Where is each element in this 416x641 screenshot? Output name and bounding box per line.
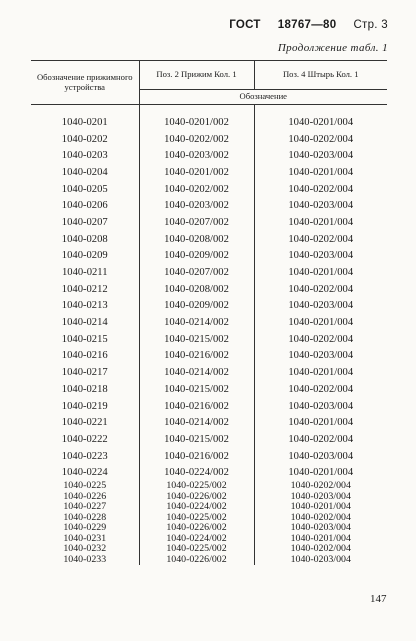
- pin-designation-cell: 1040-0202/004: [254, 431, 387, 448]
- pin-designation-cell: 1040-0202/004: [254, 481, 387, 492]
- pin-designation-cell: 1040-0201/004: [254, 534, 387, 545]
- device-designation-cell: 1040-0233: [63, 554, 107, 565]
- pin-designation-cell: 1040-0202/004: [254, 181, 387, 198]
- table-row: [31, 164, 387, 181]
- page-number: 147: [370, 593, 387, 605]
- pin-designation-cell: 1040-0203/004: [254, 523, 387, 534]
- clamp-designation-cell: 1040-0201/002: [139, 164, 254, 181]
- table-row: [31, 131, 387, 148]
- clamp-designation-cell: 1040-0209/002: [139, 248, 254, 265]
- device-designation-cell: 1040-0201: [61, 116, 108, 128]
- table-row: [31, 414, 387, 431]
- page-header: [229, 19, 388, 31]
- pin-designation-cell: 1040-0203/004: [254, 492, 387, 503]
- clamp-designation-cell: 1040-0202/002: [139, 181, 254, 198]
- pin-designation-cell: 1040-0201/004: [254, 214, 387, 231]
- clamp-designation-cell: 1040-0208/002: [139, 231, 254, 248]
- table-row: [31, 502, 387, 513]
- device-designation-cell: 1040-0213: [61, 300, 108, 312]
- clamp-designation-cell: 1040-0214/002: [139, 364, 254, 381]
- table-row: [31, 314, 387, 331]
- pin-designation-cell: 1040-0202/004: [254, 544, 387, 555]
- table-row: [31, 264, 387, 281]
- clamp-designation-cell: 1040-0208/002: [139, 281, 254, 298]
- device-designation-cell: 1040-0205: [61, 183, 108, 195]
- device-designation-cell: 1040-0204: [61, 166, 108, 178]
- device-designation-cell: 1040-0217: [61, 367, 108, 379]
- pin-designation-cell: 1040-0203/004: [254, 348, 387, 365]
- table-row: [31, 398, 387, 415]
- clamp-designation-cell: 1040-0224/002: [139, 502, 254, 513]
- device-designation-cell: 1040-0207: [61, 216, 108, 228]
- table-row: [31, 464, 387, 481]
- table-row: [31, 513, 387, 524]
- device-designation-cell: 1040-0229: [63, 523, 107, 534]
- table-row: [31, 364, 387, 381]
- table-row: [31, 214, 387, 231]
- device-designation-cell: 1040-0203: [61, 150, 108, 162]
- designation-table: [31, 60, 387, 565]
- clamp-designation-cell: 1040-0215/002: [139, 331, 254, 348]
- clamp-designation-cell: 1040-0203/002: [139, 197, 254, 214]
- pin-designation-cell: 1040-0202/004: [254, 331, 387, 348]
- pin-designation-cell: 1040-0203/004: [254, 448, 387, 465]
- clamp-designation-cell: 1040-0207/002: [139, 264, 254, 281]
- table-row: [31, 248, 387, 265]
- clamp-designation-cell: 1040-0214/002: [139, 314, 254, 331]
- table-row: [31, 481, 387, 492]
- device-designation-cell: 1040-0219: [61, 400, 108, 412]
- standard-number: 18767—80: [277, 19, 337, 31]
- clamp-designation-cell: 1040-0225/002: [139, 513, 254, 524]
- clamp-designation-cell: 1040-0224/002: [139, 534, 254, 545]
- device-designation-cell: 1040-0226: [63, 491, 107, 502]
- pin-designation-cell: 1040-0202/004: [254, 131, 387, 148]
- pin-designation-cell: 1040-0201/004: [254, 502, 387, 513]
- pin-designation-cell: 1040-0203/004: [254, 197, 387, 214]
- pin-designation-cell: 1040-0203/004: [254, 298, 387, 315]
- device-designation-cell: 1040-0227: [63, 502, 107, 513]
- pin-designation-cell: 1040-0202/004: [254, 513, 387, 524]
- pin-designation-cell: 1040-0202/004: [254, 231, 387, 248]
- clamp-designation-cell: 1040-0214/002: [139, 414, 254, 431]
- device-designation-cell: 1040-0225: [63, 481, 107, 492]
- pin-designation-cell: 1040-0202/004: [254, 281, 387, 298]
- clamp-designation-cell: 1040-0202/002: [139, 131, 254, 148]
- device-designation-cell: 1040-0228: [63, 512, 107, 523]
- clamp-designation-cell: 1040-0203/002: [139, 147, 254, 164]
- device-designation-cell: 1040-0221: [61, 417, 108, 429]
- clamp-designation-cell: 1040-0224/002: [139, 464, 254, 481]
- standard-label: ГОСТ: [229, 19, 261, 31]
- page-label: Стр. 3: [353, 19, 388, 31]
- device-designation-cell: 1040-0224: [61, 467, 108, 479]
- column-header-device: Обозначение прижимного устройства: [31, 61, 139, 105]
- clamp-designation-cell: 1040-0226/002: [139, 555, 254, 566]
- clamp-designation-cell: 1040-0216/002: [139, 348, 254, 365]
- device-designation-cell: 1040-0209: [61, 250, 108, 262]
- table-row: [31, 197, 387, 214]
- table-row: [31, 331, 387, 348]
- table-row: [31, 431, 387, 448]
- column-header-clamp: Поз. 2 Прижим Кол. 1: [139, 61, 254, 90]
- device-designation-cell: 1040-0211: [61, 267, 108, 279]
- device-designation-cell: 1040-0214: [61, 317, 108, 329]
- column-header-pin: Поз. 4 Штырь Кол. 1: [254, 61, 387, 90]
- clamp-designation-cell: 1040-0226/002: [139, 523, 254, 534]
- table-row: [31, 555, 387, 566]
- device-designation-cell: 1040-0206: [61, 200, 108, 212]
- clamp-designation-cell: 1040-0209/002: [139, 298, 254, 315]
- column-subheader-designation: Обозначение: [139, 90, 387, 105]
- clamp-designation-cell: 1040-0201/002: [139, 114, 254, 131]
- clamp-designation-cell: 1040-0207/002: [139, 214, 254, 231]
- device-designation-cell: 1040-0222: [61, 433, 108, 445]
- pin-designation-cell: 1040-0203/004: [254, 248, 387, 265]
- pin-designation-cell: 1040-0201/004: [254, 464, 387, 481]
- pin-designation-cell: 1040-0201/004: [254, 114, 387, 131]
- pin-designation-cell: 1040-0201/004: [254, 264, 387, 281]
- clamp-designation-cell: 1040-0215/002: [139, 381, 254, 398]
- table-row: [31, 114, 387, 131]
- spacer-cell: [254, 105, 387, 115]
- clamp-designation-cell: 1040-0225/002: [139, 481, 254, 492]
- table-row: [31, 492, 387, 503]
- device-designation-cell: 1040-0218: [61, 383, 108, 395]
- device-designation-cell: 1040-0223: [61, 450, 108, 462]
- table-row: [31, 523, 387, 534]
- table-row: [31, 544, 387, 555]
- device-designation-cell: 1040-0202: [61, 133, 108, 145]
- device-designation-cell: 1040-0231: [63, 533, 107, 544]
- device-designation-cell: 1040-0232: [63, 544, 107, 555]
- table-row: [31, 298, 387, 315]
- pin-designation-cell: 1040-0203/004: [254, 555, 387, 566]
- pin-designation-cell: 1040-0201/004: [254, 164, 387, 181]
- table-row: [31, 231, 387, 248]
- table-body: [31, 105, 387, 566]
- table-continuation-caption: Продолжение табл. 1: [277, 42, 388, 54]
- device-designation-cell: 1040-0216: [61, 350, 108, 362]
- pin-designation-cell: 1040-0203/004: [254, 398, 387, 415]
- table-row: [31, 448, 387, 465]
- spacer-cell: [139, 105, 254, 115]
- clamp-designation-cell: 1040-0216/002: [139, 448, 254, 465]
- clamp-designation-cell: 1040-0225/002: [139, 544, 254, 555]
- table-row: [31, 147, 387, 164]
- table-row: [31, 381, 387, 398]
- device-designation-cell: 1040-0215: [61, 333, 108, 345]
- table-row: [31, 181, 387, 198]
- spacer-cell: [31, 105, 139, 115]
- pin-designation-cell: 1040-0203/004: [254, 147, 387, 164]
- clamp-designation-cell: 1040-0215/002: [139, 431, 254, 448]
- pin-designation-cell: 1040-0201/004: [254, 314, 387, 331]
- device-designation-cell: 1040-0212: [61, 283, 108, 295]
- table-row: [31, 281, 387, 298]
- pin-designation-cell: 1040-0202/004: [254, 381, 387, 398]
- pin-designation-cell: 1040-0201/004: [254, 414, 387, 431]
- pin-designation-cell: 1040-0201/004: [254, 364, 387, 381]
- table-row: [31, 534, 387, 545]
- clamp-designation-cell: 1040-0226/002: [139, 492, 254, 503]
- device-designation-cell: 1040-0208: [61, 233, 108, 245]
- table-row: [31, 348, 387, 365]
- clamp-designation-cell: 1040-0216/002: [139, 398, 254, 415]
